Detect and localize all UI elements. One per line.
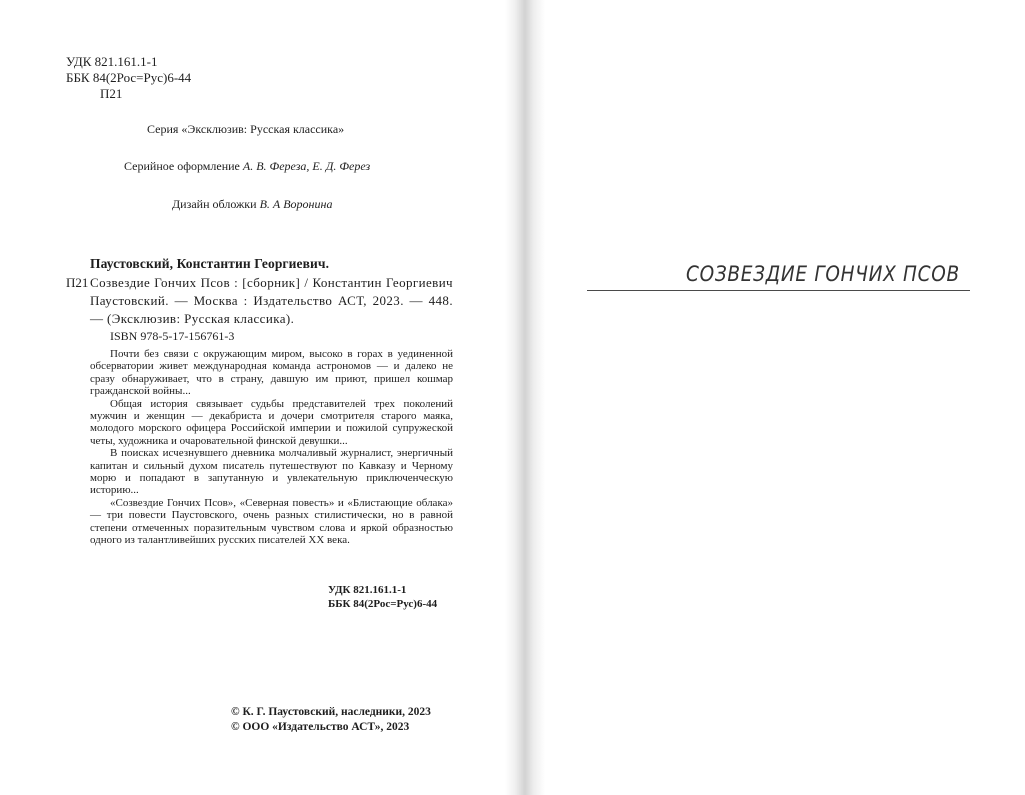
cover-design-credit — [172, 197, 332, 212]
title-page — [545, 0, 1025, 795]
author-sign: П21 — [100, 86, 123, 101]
book-gutter-shadow — [505, 0, 545, 795]
copyright-publisher: © ООО «Издательство АСТ», 2023 — [231, 721, 410, 733]
bibliographic-author-sign: П21 — [66, 275, 89, 290]
footer-bbk-code: ББК 84(2Рос=Рус)6-44 — [328, 598, 438, 610]
udk-code: УДК 821.161.1-1 — [66, 54, 158, 69]
annotation-paragraph: Общая история связывает судьбы представителей трех поколений мужчин и женщин — декабриста и дочери смотрителя старого маяка, молодого морского офицера Российской империи и пожилой супружеской четы, художника и очаровательной финской девушки... — [90, 397, 453, 447]
cover-design-names: В. А Воронина — [259, 197, 333, 211]
isbn: ISBN 978-5-17-156761-3 — [110, 329, 235, 343]
annotation-paragraph: «Созвездие Гончих Псов», «Северная повесть» и «Блистающие облака» — три повести Паустовского, очень разных стилистически, но в равной степени отмеченных поразительным чувством слова и яркой образностью одного из талантливейших русских писателей XX века. — [90, 496, 453, 547]
series-design-credit — [124, 159, 370, 174]
bibliographic-record: Созвездие Гончих Псов : [сборник] / Константин Георгиевич Паустовский. — Москва : Издательство АСТ, 2023. — 448. — (Эксклюзив: Русская классика). — [90, 275, 453, 326]
book-title: СОЗВЕЗДИЕ ГОНЧИХ ПСОВ — [686, 262, 960, 286]
copyright-author: © К. Г. Паустовский, наследники, 2023 — [231, 706, 431, 718]
annotation-paragraph: Почти без связи с окружающим миром, высоко в горах в уединенной обсерватории живет международная команда астрономов — и далеко не сразу обнаруживает, что в страну, давшую им приют, пришел кошмар гражданской войны... — [90, 348, 453, 398]
cover-design-prefix: Дизайн обложки — [172, 197, 257, 211]
annotation — [90, 348, 453, 547]
footer-udk-code: УДК 821.161.1-1 — [328, 584, 407, 596]
annotation-paragraph: В поисках исчезнувшего дневника молчаливый журналист, энергичный капитан и сильный духом писатель путешествуют по Кавказу и Черному морю и попадают в запутанную и увлекательную приключенческую историю... — [90, 447, 453, 497]
author-heading: Паустовский, Константин Георгиевич. — [90, 256, 330, 271]
series-design-names: А. В. Фереза, Е. Д. Ферез — [242, 159, 371, 173]
series-line: Серия «Эксклюзив: Русская классика» — [147, 122, 345, 136]
series-design-prefix: Серийное оформление — [124, 159, 240, 173]
title-underline — [587, 290, 970, 291]
bbk-code: ББК 84(2Рос=Рус)6-44 — [66, 70, 192, 85]
